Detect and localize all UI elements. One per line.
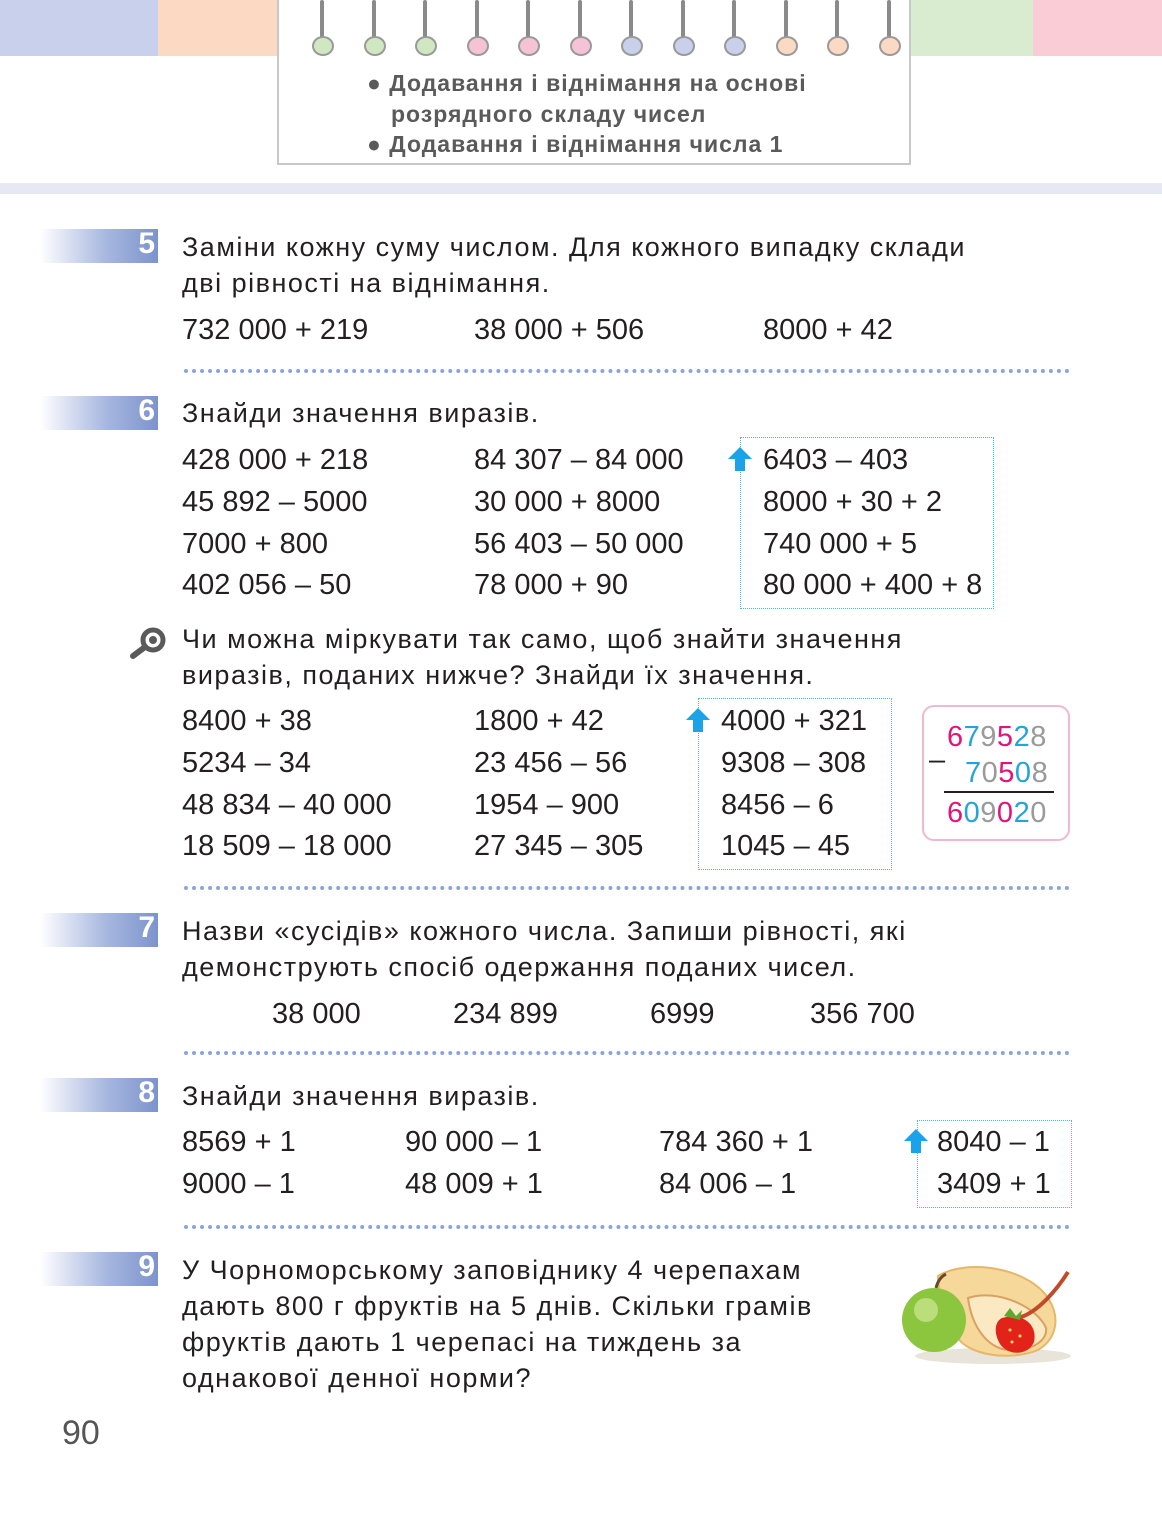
expression: 30 000 + 8000: [474, 486, 661, 518]
topic-line-1: ● Додавання і віднімання на основі: [367, 70, 807, 96]
task-text: демонструють спосіб одержання поданих чисел.: [182, 952, 857, 982]
dotted-divider: [184, 369, 1070, 373]
task-number: 8: [138, 1076, 155, 1109]
expression: 4000 + 321: [721, 705, 867, 737]
digit: 0: [981, 757, 999, 789]
expression: 38 000 + 506: [474, 314, 645, 346]
digit: 9: [980, 721, 997, 753]
expression: 56 403 – 50 000: [474, 528, 684, 560]
expression: 8400 + 38: [182, 705, 312, 737]
expression: 45 892 – 5000: [182, 486, 368, 518]
task-text: однакової денної норми?: [182, 1363, 533, 1393]
task-text: дають 800 г фруктів на 5 днів. Скільки грамів: [182, 1291, 813, 1321]
digit: 5: [998, 757, 1015, 789]
expression: 48 834 – 40 000: [182, 789, 392, 821]
number: 6999: [650, 998, 715, 1030]
subtraction-example: [922, 705, 1070, 841]
expression: 1800 + 42: [474, 705, 604, 737]
digit: 0: [963, 797, 981, 829]
page-number: 90: [62, 1414, 100, 1452]
expression: 3409 + 1: [937, 1168, 1051, 1200]
task-number-tab: [40, 396, 158, 430]
spiral-ring: [414, 0, 436, 60]
number: 38 000: [272, 998, 361, 1030]
expression: 90 000 – 1: [405, 1126, 543, 1158]
header-strip-4: [1033, 0, 1162, 56]
task-text: фруктів дають 1 черепасі на тиждень за: [182, 1327, 742, 1357]
expression: 8000 + 42: [763, 314, 893, 346]
spiral-ring: [826, 0, 848, 60]
dotted-divider: [184, 886, 1070, 890]
task-number: 5: [138, 227, 155, 260]
task-number-tab: [40, 1252, 158, 1286]
expression: 9308 – 308: [721, 747, 867, 779]
spiral-ring: [878, 0, 900, 60]
question-text: Чи можна міркувати так само, щоб знайти значення: [182, 624, 903, 654]
digit: 9: [980, 797, 997, 829]
expression: 18 509 – 18 000: [182, 830, 392, 862]
digit: 7: [963, 721, 981, 753]
magnifier-icon: [128, 626, 168, 660]
dotted-divider: [184, 1051, 1070, 1055]
header-strip-2: [158, 0, 278, 56]
spiral-ring: [620, 0, 642, 60]
task-text: Назви «сусідів» кожного числа. Запиши рівності, які: [182, 916, 907, 946]
task-number-tab: [40, 913, 158, 947]
difference: [947, 797, 1047, 830]
digit: 2: [1013, 797, 1031, 829]
task-text: Знайди значення виразів.: [182, 1081, 540, 1111]
digit: 6: [947, 797, 964, 829]
expression: 5234 – 34: [182, 747, 312, 779]
spiral-ring: [775, 0, 797, 60]
expression: 8040 – 1: [937, 1126, 1050, 1158]
up-arrow-icon: [685, 707, 711, 733]
expression: 27 345 – 305: [474, 830, 644, 862]
subtrahend: [965, 757, 1048, 790]
fruits-illustration: [898, 1258, 1074, 1368]
expression: 428 000 + 218: [182, 444, 369, 476]
result-line: [944, 791, 1054, 793]
minus-sign: –: [929, 744, 946, 776]
expression: 732 000 + 219: [182, 314, 369, 346]
task-text: Знайди значення виразів.: [182, 398, 540, 428]
up-arrow-icon: [903, 1128, 929, 1154]
digit: 0: [1030, 797, 1047, 829]
expression: 84 307 – 84 000: [474, 444, 684, 476]
expression: 8456 – 6: [721, 789, 834, 821]
task-number-tab: [40, 229, 158, 263]
task-text: Заміни кожну суму числом. Для кожного випадку склади: [182, 232, 966, 262]
spiral-ring: [466, 0, 488, 60]
task-number-tab: [40, 1078, 158, 1112]
expression: 1045 – 45: [721, 830, 851, 862]
header-band: [0, 183, 1162, 194]
spiral-ring: [569, 0, 591, 60]
topic-box: [277, 0, 911, 165]
spiral-ring: [363, 0, 385, 60]
dotted-divider: [184, 1225, 1070, 1229]
expression: 80 000 + 400 + 8: [763, 569, 983, 601]
digit: 7: [965, 757, 982, 789]
digit: 8: [1030, 721, 1047, 753]
number: 234 899: [453, 998, 558, 1030]
spiral-ring: [311, 0, 333, 60]
question-text: виразів, поданих нижче? Знайди їх значення.: [182, 660, 815, 690]
digit: 0: [1014, 757, 1032, 789]
expression: 6403 – 403: [763, 444, 909, 476]
spiral-ring: [517, 0, 539, 60]
task-text: У Чорноморському заповіднику 4 черепахам: [182, 1255, 803, 1285]
expression: 8000 + 30 + 2: [763, 486, 942, 518]
up-arrow-icon: [727, 446, 753, 472]
topic-line-2: розрядного складу чисел: [391, 101, 707, 127]
digit: 5: [996, 721, 1014, 753]
expression: 78 000 + 90: [474, 569, 629, 601]
expression: 740 000 + 5: [763, 528, 918, 560]
topic-line-3: ● Додавання і віднімання числа 1: [367, 131, 784, 157]
expression: 23 456 – 56: [474, 747, 628, 779]
spiral-ring: [723, 0, 745, 60]
expression: 1954 – 900: [474, 789, 620, 821]
digit: 2: [1013, 721, 1031, 753]
expression: 84 006 – 1: [659, 1168, 797, 1200]
expression: 784 360 + 1: [659, 1126, 814, 1158]
task-number: 7: [138, 911, 155, 944]
minuend: [947, 721, 1047, 754]
header-strip-3: [911, 0, 1033, 56]
digit: 0: [996, 797, 1014, 829]
digit: 8: [1031, 757, 1049, 789]
expression: 9000 – 1: [182, 1168, 295, 1200]
header-strip-1: [0, 0, 158, 56]
number: 356 700: [810, 998, 915, 1030]
task-text: дві рівності на віднімання.: [182, 268, 551, 298]
expression: 48 009 + 1: [405, 1168, 543, 1200]
task-number: 6: [138, 394, 155, 427]
expression: 8569 + 1: [182, 1126, 296, 1158]
expression: 7000 + 800: [182, 528, 328, 560]
digit: 6: [947, 721, 964, 753]
expression: 402 056 – 50: [182, 569, 352, 601]
spiral-ring: [672, 0, 694, 60]
task-number: 9: [138, 1250, 155, 1283]
